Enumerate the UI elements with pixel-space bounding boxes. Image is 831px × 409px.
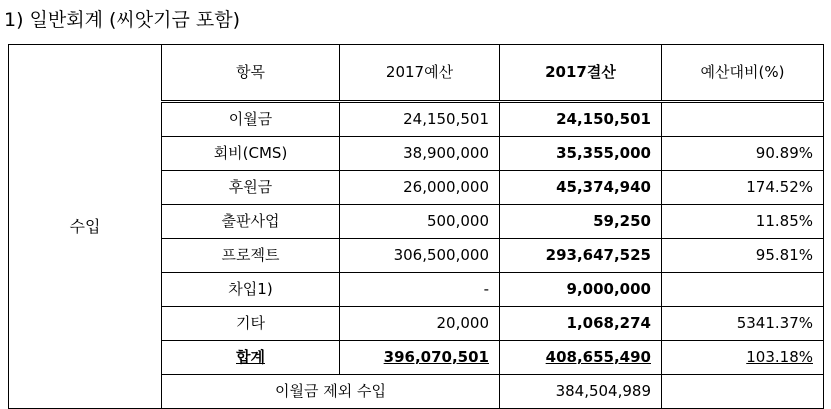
row-budget: 500,000 xyxy=(340,205,500,239)
total-ratio-text: 103.18% xyxy=(746,348,813,366)
row-settlement: 293,647,525 xyxy=(500,239,662,273)
row-budget: 24,150,501 xyxy=(340,102,500,137)
excluding-carryover-empty xyxy=(662,375,824,409)
row-item: 후원금 xyxy=(162,171,340,205)
total-settlement xyxy=(500,341,662,375)
header-row xyxy=(9,45,824,102)
total-budget-text: 396,070,501 xyxy=(383,348,489,366)
row-ratio: 90.89% xyxy=(662,137,824,171)
row-ratio: 174.52% xyxy=(662,171,824,205)
excluding-carryover-value: 384,504,989 xyxy=(500,375,662,409)
row-item: 회비(CMS) xyxy=(162,137,340,171)
row-budget: 306,500,000 xyxy=(340,239,500,273)
header-settlement: 2017결산 xyxy=(500,45,662,102)
row-ratio xyxy=(662,102,824,137)
total-ratio xyxy=(662,341,824,375)
total-label xyxy=(162,341,340,375)
category-income: 수입 xyxy=(9,45,162,409)
total-label-text: 합계 xyxy=(236,348,265,366)
row-item: 차입1) xyxy=(162,273,340,307)
row-settlement: 45,374,940 xyxy=(500,171,662,205)
row-ratio: 5341.37% xyxy=(662,307,824,341)
row-item: 이월금 xyxy=(162,102,340,137)
row-budget: - xyxy=(340,273,500,307)
row-item: 출판사업 xyxy=(162,205,340,239)
row-item: 프로젝트 xyxy=(162,239,340,273)
header-ratio: 예산대비(%) xyxy=(662,45,824,102)
row-ratio: 11.85% xyxy=(662,205,824,239)
row-item: 기타 xyxy=(162,307,340,341)
row-settlement: 59,250 xyxy=(500,205,662,239)
row-budget: 26,000,000 xyxy=(340,171,500,205)
row-settlement: 9,000,000 xyxy=(500,273,662,307)
header-budget: 2017예산 xyxy=(340,45,500,102)
header-item: 항목 xyxy=(162,45,340,102)
income-table xyxy=(8,44,824,409)
row-budget: 38,900,000 xyxy=(340,137,500,171)
row-budget: 20,000 xyxy=(340,307,500,341)
row-settlement: 1,068,274 xyxy=(500,307,662,341)
row-settlement: 24,150,501 xyxy=(500,102,662,137)
section-title: 1) 일반회계 (씨앗기금 포함) xyxy=(4,9,240,31)
total-settlement-text: 408,655,490 xyxy=(545,348,651,366)
total-budget xyxy=(340,341,500,375)
row-settlement: 35,355,000 xyxy=(500,137,662,171)
row-ratio xyxy=(662,273,824,307)
row-ratio: 95.81% xyxy=(662,239,824,273)
excluding-carryover-label: 이월금 제외 수입 xyxy=(162,375,500,409)
